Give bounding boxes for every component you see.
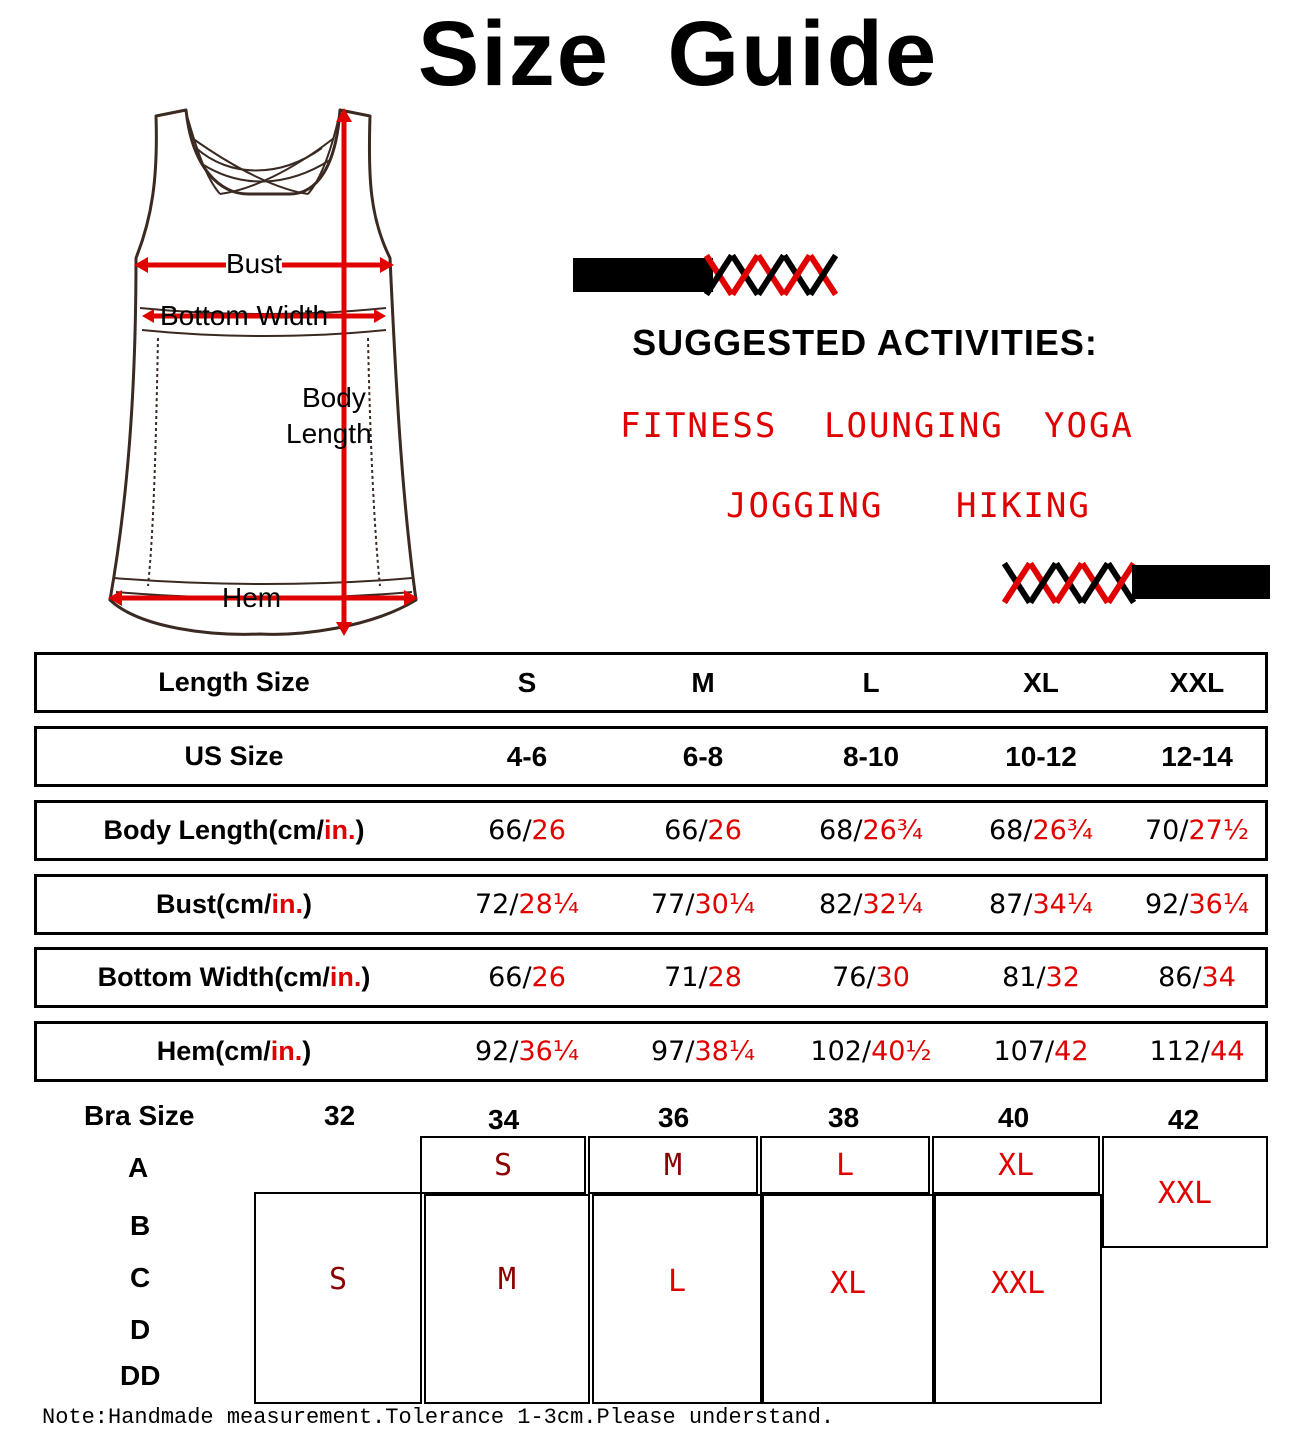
page-title: Size Guide: [417, 3, 939, 105]
row-label: Body Length(cm/in.): [103, 815, 365, 845]
measure-cell: 77/30¼: [651, 889, 755, 920]
measure-cell: 97/38¼: [651, 1036, 755, 1067]
measure-cell: 66/26: [488, 962, 566, 993]
table-row-us-size: [34, 726, 1268, 787]
measure-cell: 68/26¾: [989, 815, 1093, 846]
measure-cell: 70/27½: [1145, 815, 1249, 846]
size-cell: 6-8: [682, 741, 724, 772]
bra-size-text: XXL: [990, 1266, 1046, 1301]
table-row-bust: [34, 874, 1268, 935]
bra-cell-b-dd-36: [592, 1194, 762, 1404]
body-length-label-line2: Length: [286, 418, 372, 449]
bra-cell-a-34: [420, 1136, 586, 1194]
bra-cell-b-dd-38: [762, 1194, 934, 1404]
measure-cell: 82/32¼: [819, 889, 923, 920]
row-label: Bust(cm/in.): [155, 889, 312, 919]
measure-cell: 66/26: [488, 815, 566, 846]
row-label: Bottom Width(cm/in.): [97, 962, 371, 992]
bra-size-text: XL: [829, 1266, 867, 1301]
size-cell: XXL: [1169, 667, 1225, 698]
band-42: 42: [1168, 1104, 1200, 1135]
bra-cell-b-dd-40: [934, 1194, 1102, 1404]
measure-cell: 71/28: [664, 962, 742, 993]
measure-cell: 102/40½: [810, 1036, 932, 1067]
bottom-width-label: Bottom Width: [160, 300, 329, 331]
activity-jogging: JOGGING: [726, 486, 884, 526]
suggested-activities-heading: SUGGESTED ACTIVITIES:: [632, 322, 1098, 363]
bra-cell-a-36: [588, 1136, 758, 1194]
measure-cell: 66/26: [664, 815, 742, 846]
measure-cell: 87/34¼: [989, 889, 1093, 920]
activity-yoga: YOGA: [1044, 406, 1134, 446]
measure-cell: 112/44: [1149, 1036, 1245, 1067]
table-row-length-size: [34, 652, 1268, 713]
body-length-label-line1: Body: [302, 382, 366, 413]
bra-cell-b-dd-34: [424, 1194, 590, 1404]
size-cell: 12-14: [1161, 741, 1233, 772]
bra-cell-a-42: [1102, 1136, 1268, 1248]
size-cell: XL: [1023, 667, 1059, 698]
band-38: 38: [828, 1102, 860, 1133]
bra-size-text: M: [663, 1148, 683, 1183]
bra-size-text: L: [835, 1148, 855, 1183]
cup-c: C: [130, 1262, 151, 1293]
bra-size-text: S: [328, 1262, 348, 1297]
band-34: 34: [488, 1104, 520, 1135]
row-label: Hem(cm/in.): [156, 1036, 312, 1066]
measure-cell: 86/34: [1158, 962, 1236, 993]
band-36: 36: [658, 1102, 690, 1133]
bra-size-text: S: [493, 1148, 513, 1183]
activity-hiking: HIKING: [956, 486, 1091, 526]
measure-cell: 72/28¼: [475, 889, 579, 920]
row-label: Length Size: [158, 667, 310, 697]
band-32: 32: [324, 1100, 356, 1131]
table-row-bottom-width: [34, 947, 1268, 1008]
activity-lounging: LOUNGING: [824, 406, 1004, 446]
cross-stitch-icon-top: [700, 254, 844, 296]
size-cell: 4-6: [506, 741, 548, 772]
table-row-body-length: [34, 800, 1268, 861]
decor-bar-top: [573, 258, 713, 292]
measure-cell: 92/36¼: [1145, 889, 1249, 920]
cup-a: A: [128, 1152, 149, 1183]
measure-cell: 92/36¼: [475, 1036, 579, 1067]
bust-label: Bust: [226, 248, 283, 279]
decor-bar-bottom: [1132, 565, 1270, 599]
measurement-note: Note:Handmade measurement.Tolerance 1-3cm.Please understand.: [42, 1405, 835, 1430]
measure-cell: 107/42: [993, 1036, 1089, 1067]
bra-size-text: XXL: [1157, 1176, 1213, 1211]
hem-label: Hem: [222, 582, 282, 613]
bra-cell-a-38: [760, 1136, 930, 1194]
bra-size-title: Bra Size: [84, 1100, 195, 1131]
size-cell: L: [862, 667, 880, 698]
band-40: 40: [998, 1102, 1030, 1133]
table-row-hem: [34, 1021, 1268, 1082]
measure-cell: 81/32: [1002, 962, 1080, 993]
bra-cell-b-dd-32: [254, 1192, 422, 1404]
tank-top-diagram: [100, 108, 430, 648]
measure-cell: 68/26¾: [819, 815, 923, 846]
cup-dd: DD: [120, 1360, 161, 1391]
measure-cell: 76/30: [832, 962, 910, 993]
bra-cell-a-40: [932, 1136, 1100, 1194]
size-cell: 8-10: [842, 741, 900, 772]
size-cell: S: [517, 667, 537, 698]
bra-size-text: XL: [997, 1148, 1035, 1183]
row-label: US Size: [184, 741, 284, 771]
size-cell: 10-12: [1005, 741, 1077, 772]
activity-fitness: FITNESS: [620, 406, 778, 446]
cup-d: D: [130, 1314, 151, 1345]
bra-size-text: L: [667, 1264, 687, 1299]
bra-size-text: M: [497, 1262, 517, 1297]
cup-b: B: [130, 1210, 151, 1241]
cross-stitch-icon-bottom: [998, 562, 1142, 604]
size-cell: M: [691, 667, 715, 698]
